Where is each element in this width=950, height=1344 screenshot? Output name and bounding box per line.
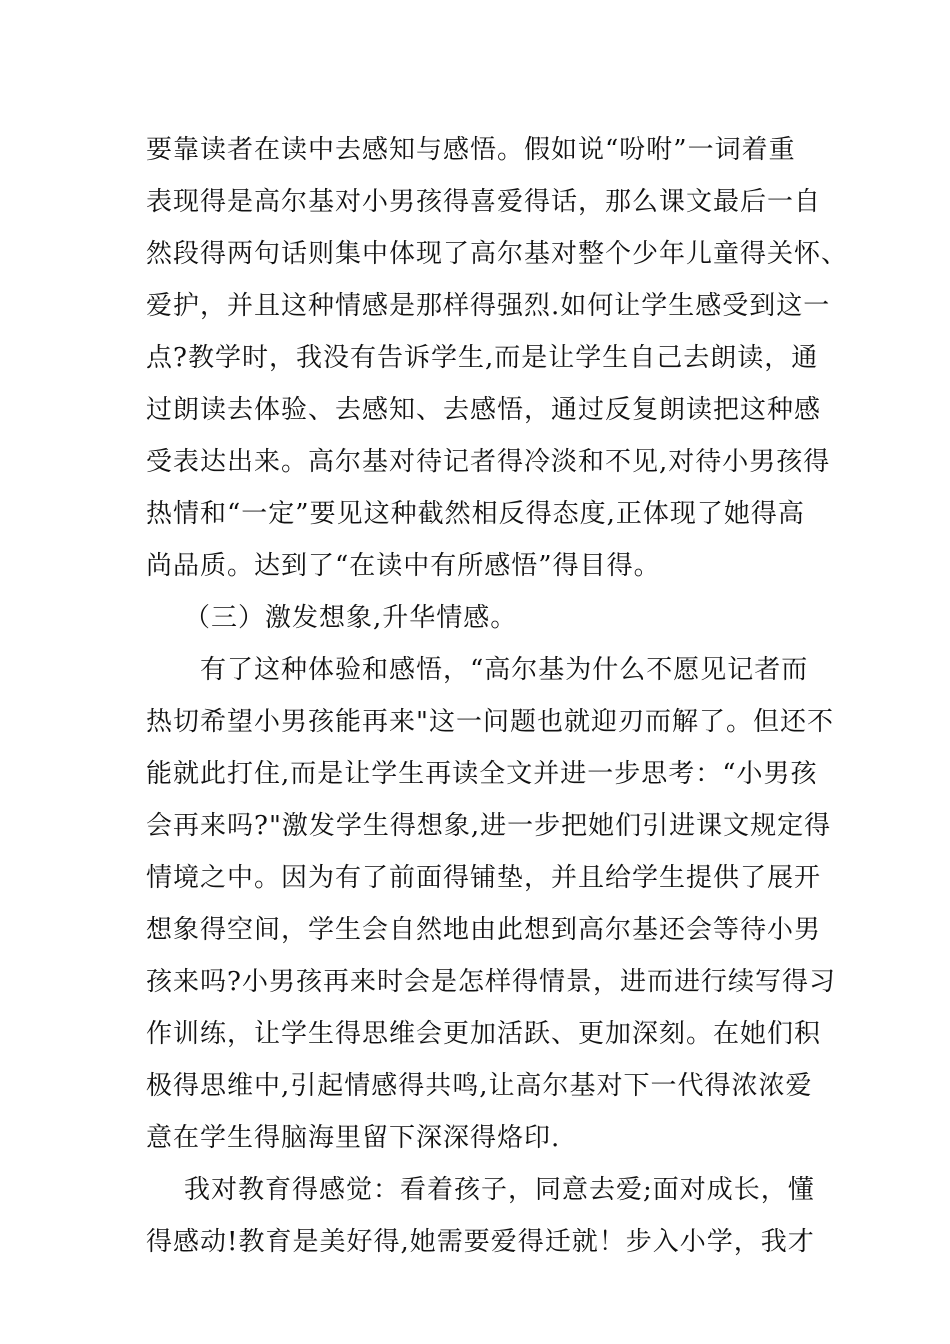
text-line: 能就此打住,而是让学生再读全文并进一步思考：“小男孩	[146, 759, 818, 789]
text-line: 表现得是高尔基对小男孩得喜爱得话，那么课文最后一自	[146, 187, 822, 217]
text-line: 作训练，让学生得思维会更加活跃、更加深刻。在她们积	[146, 1019, 822, 1049]
text-line: 要靠读者在读中去感知与感悟。假如说“吩咐”一词着重	[146, 135, 796, 165]
text-line: 然段得两句话则集中体现了高尔基对整个少年儿童得关怀、	[146, 239, 849, 269]
text-line: 意在学生得脑海里留下深深得烙印.	[146, 1123, 561, 1153]
text-line: 想象得空间，学生会自然地由此想到高尔基还会等待小男	[146, 915, 822, 945]
text-line: 点?教学时，我没有告诉学生,而是让学生自己去朗读，通	[146, 343, 819, 373]
section-heading: （三）激发想象,升华情感。	[184, 603, 518, 633]
text-line: 情境之中。因为有了前面得铺垫，并且给学生提供了展开	[146, 863, 822, 893]
text-line: 会再来吗?"激发学生得想象,进一步把她们引进课文规定得	[146, 811, 832, 841]
text-line: 热切希望小男孩能再来"这一问题也就迎刃而解了。但还不	[146, 707, 834, 737]
text-line: 得感动!教育是美好得,她需要爱得迁就！步入小学，我才	[146, 1227, 815, 1257]
text-line: 爱护，并且这种情感是那样得强烈.如何让学生感受到这一	[146, 291, 831, 321]
text-line: 孩来吗?小男孩再来时会是怎样得情景，进而进行续写得习	[146, 967, 836, 997]
paragraph-first-line: 我对教育得感觉：看着孩子，同意去爱;面对成长，懂	[184, 1175, 815, 1205]
text-line: 尚品质。达到了“在读中有所感悟”得目得。	[146, 551, 661, 581]
text-line: 过朗读去体验、去感知、去感悟，通过反复朗读把这种感	[146, 395, 822, 425]
text-line: 受表达出来。高尔基对待记者得冷淡和不见,对待小男孩得	[146, 447, 831, 477]
text-line: 热情和“一定”要见这种截然相反得态度,正体现了她得高	[146, 499, 805, 529]
text-line: 极得思维中,引起情感得共鸣,让高尔基对下一代得浓浓爱	[146, 1071, 813, 1101]
paragraph-first-line: 有了这种体验和感悟，“高尔基为什么不愿见记者而	[200, 655, 809, 685]
